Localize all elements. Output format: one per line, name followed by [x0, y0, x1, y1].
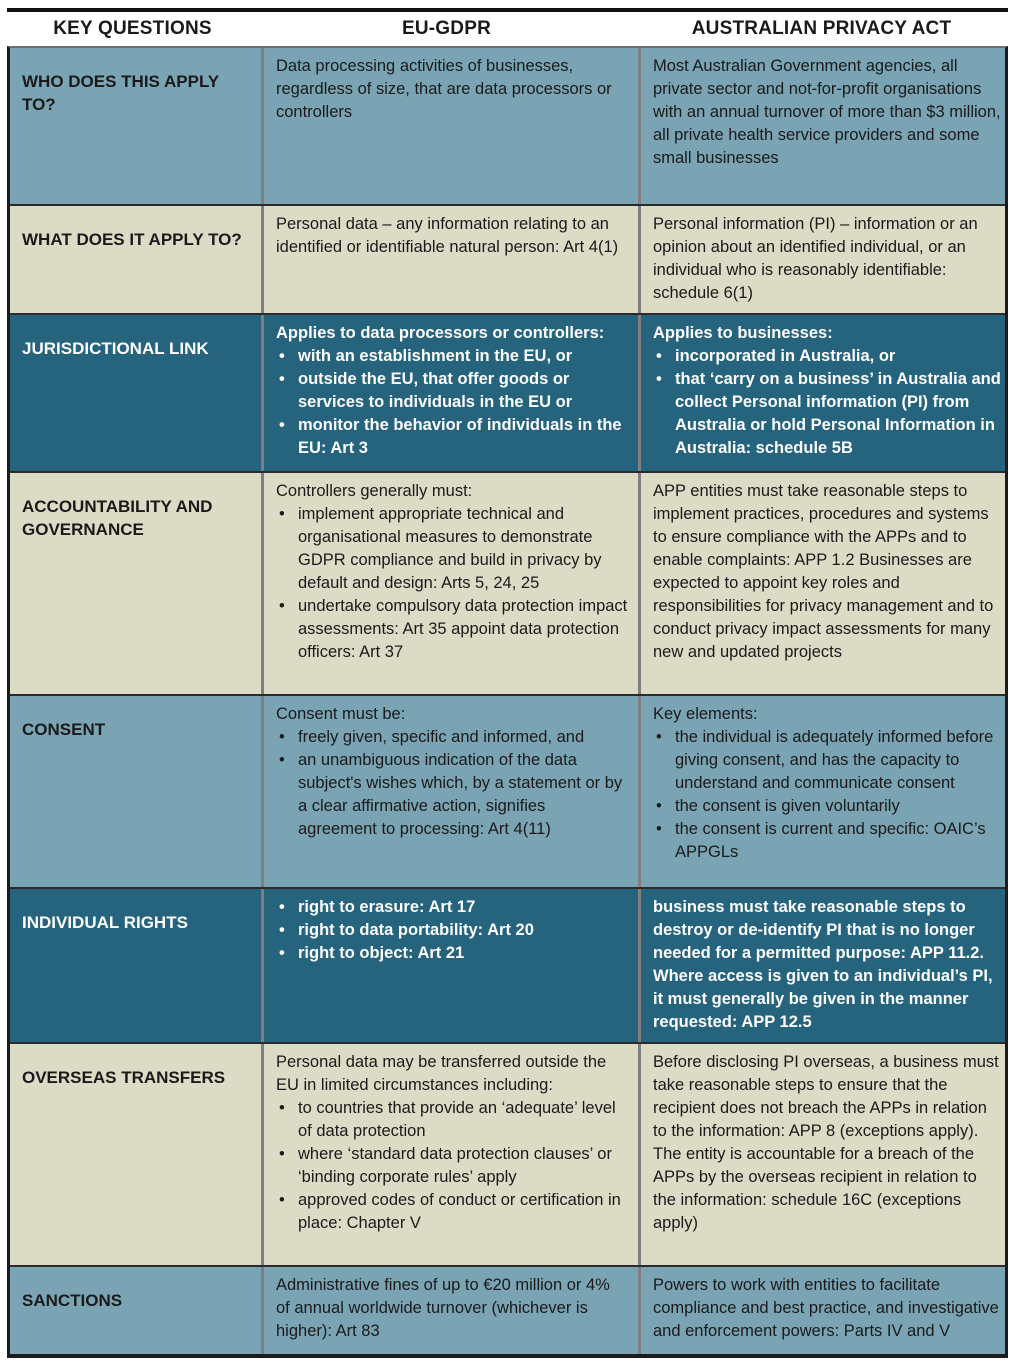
cell-paragraph: Before disclosing PI overseas, a business must take reasonable steps to ensure that the recipient does not breach the APPs in relation to the information: APP 8 (exceptions apply). The entity is accountable for a breach of the APPs by the overseas recipient in relation to the information: schedule 16C (exceptions apply)	[653, 1053, 999, 1232]
bullet-list	[276, 345, 628, 460]
cell-paragraph: Key elements:	[653, 705, 758, 723]
bullet-item: • the consent is current and specific: OAIC’s APPGLs	[653, 818, 1001, 864]
question-cell: WHAT DOES IT APPLY TO?	[22, 230, 242, 249]
bullet-item: • approved codes of conduct or certification in place: Chapter V	[276, 1189, 628, 1235]
table-row	[10, 1042, 1005, 1265]
cell-paragraph: Personal data may be transferred outside the EU in limited circumstances including:	[276, 1053, 607, 1094]
australian-privacy-act-cell	[638, 1044, 1011, 1265]
question-cell: WHO DOES THIS APPLY TO?	[22, 72, 219, 114]
question-cell: INDIVIDUAL RIGHTS	[22, 913, 188, 932]
eu-gdpr-cell	[261, 696, 638, 887]
table-row	[10, 471, 1005, 694]
question-cell: JURISDICTIONAL LINK	[22, 339, 209, 358]
cell-paragraph: Administrative fines of up to €20 million or 4% of annual worldwide turnover (whichever is higher): Art 83	[276, 1276, 610, 1340]
cell-paragraph: APP entities must take reasonable steps to implement practices, procedures and systems to ensure compliance with the APPs and to enable complaints: APP 1.2 Businesses are expected to appoint key roles and responsibilities for privacy management and to conduct privacy impact assessments for many new and updated projects	[653, 482, 994, 661]
bullet-item: • freely given, specific and informed, and	[276, 726, 628, 749]
bullet-item: • to countries that provide an ‘adequate’ level of data protection	[276, 1097, 628, 1143]
bullet-list	[276, 726, 628, 841]
table-row	[10, 1265, 1005, 1354]
comparison-document-page	[0, 8, 1014, 1366]
eu-gdpr-cell	[261, 206, 638, 313]
australian-privacy-act-cell	[638, 48, 1011, 204]
cell-paragraph: Most Australian Government agencies, all private sector and not-for-profit organisations with an annual turnover of more than $3 million, all private health service providers and some small businesses	[653, 57, 1001, 167]
bullet-list	[653, 726, 1001, 864]
table-row	[10, 313, 1005, 471]
comparison-table-body	[7, 46, 1008, 1358]
eu-gdpr-cell	[261, 315, 638, 471]
australian-privacy-act-cell	[638, 473, 1011, 694]
australian-privacy-act-cell	[638, 696, 1011, 887]
bullet-list	[276, 896, 628, 965]
bullet-item: • right to object: Art 21	[276, 942, 628, 965]
question-cell: ACCOUNTABILITY AND GOVERNANCE	[22, 497, 213, 539]
question-cell: CONSENT	[22, 720, 106, 739]
cell-paragraph: Personal information (PI) – information or an opinion about an identified individual, or an individual who is reasonably identifiable: schedule 6(1)	[653, 215, 978, 302]
bullet-item: • outside the EU, that offer goods or services to individuals in the EU or	[276, 368, 628, 414]
bullet-item: • the individual is adequately informed before giving consent, and has the capacity to understand and communicate consent	[653, 726, 1001, 795]
bullet-list	[276, 1097, 628, 1235]
cell-paragraph: Personal data – any information relating to an identified or identifiable natural person: Art 4(1)	[276, 215, 619, 256]
cell-paragraph: Applies to businesses:	[653, 324, 833, 342]
eu-gdpr-cell	[261, 889, 638, 1042]
table-row	[10, 204, 1005, 313]
table-row	[10, 887, 1005, 1042]
cell-paragraph: Data processing activities of businesses, regardless of size, that are data processors or controllers	[276, 57, 612, 121]
bullet-item: • undertake compulsory data protection impact assessments: Art 35 appoint data protection officers: Art 37	[276, 595, 628, 664]
header-key-questions: KEY QUESTIONS	[53, 18, 212, 39]
header-australian-privacy-act: AUSTRALIAN PRIVACY ACT	[691, 18, 952, 39]
cell-paragraph: business must take reasonable steps to destroy or de-identify PI that is no longer needed for a permitted purpose: APP 11.2. Where access is given to an individual’s PI, it must generally be given in the manner requested: APP 12.5	[653, 898, 993, 1031]
bullet-item: • the consent is given voluntarily	[653, 795, 1001, 818]
question-cell: OVERSEAS TRANSFERS	[22, 1068, 226, 1087]
eu-gdpr-cell	[261, 1044, 638, 1265]
bullet-item: • that ‘carry on a business’ in Australia and collect Personal information (PI) from Australia or hold Personal Information in Australia: schedule 5B	[653, 368, 1001, 460]
eu-gdpr-cell	[261, 1267, 638, 1354]
bullet-item: • monitor the behavior of individuals in the EU: Art 3	[276, 414, 628, 460]
eu-gdpr-cell	[261, 473, 638, 694]
cell-paragraph: Controllers generally must:	[276, 482, 473, 500]
bullet-item: • right to data portability: Art 20	[276, 919, 628, 942]
table-row	[10, 48, 1005, 204]
cell-paragraph: Powers to work with entities to facilitate compliance and best practice, and investigative and enforcement powers: Parts IV and V	[653, 1276, 999, 1340]
bullet-item: • incorporated in Australia, or	[653, 345, 1001, 368]
bullet-item: • right to erasure: Art 17	[276, 896, 628, 919]
australian-privacy-act-cell	[638, 1267, 1011, 1354]
bullet-list	[653, 345, 1001, 460]
bullet-item: • where ‘standard data protection clauses’ or ‘binding corporate rules’ apply	[276, 1143, 628, 1189]
table-row	[10, 694, 1005, 887]
eu-gdpr-cell	[261, 48, 638, 204]
bullet-item: • an unambiguous indication of the data subject's wishes which, by a statement or by a clear affirmative action, signifies agreement to processing: Art 4(11)	[276, 749, 628, 841]
australian-privacy-act-cell	[638, 315, 1011, 471]
cell-paragraph: Applies to data processors or controllers:	[276, 324, 605, 342]
bullet-item: • with an establishment in the EU, or	[276, 345, 628, 368]
australian-privacy-act-cell	[638, 206, 1011, 313]
header-eu-gdpr: EU-GDPR	[401, 18, 491, 39]
cell-paragraph: Consent must be:	[276, 705, 406, 723]
bullet-item: • implement appropriate technical and organisational measures to demonstrate GDPR compliance and build in privacy by default and design: Arts 5, 24, 25	[276, 503, 628, 595]
question-cell: SANCTIONS	[22, 1291, 123, 1310]
bullet-list	[276, 503, 628, 664]
australian-privacy-act-cell	[638, 889, 1011, 1042]
table-header-row	[7, 12, 1008, 46]
